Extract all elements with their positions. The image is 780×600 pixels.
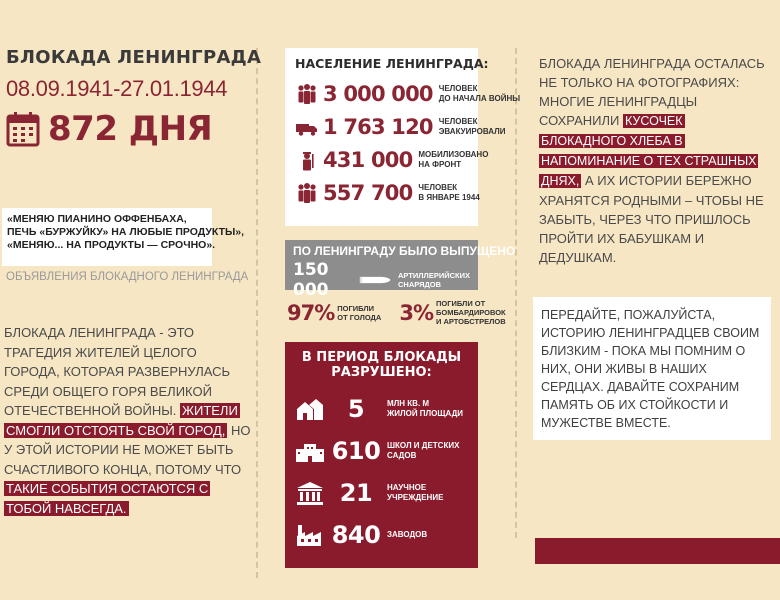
destroyed-value: 840 [331, 521, 381, 549]
destroyed-title [295, 350, 468, 380]
population-value: 3 000 000 [323, 81, 433, 106]
destroyed-desc [387, 483, 443, 503]
desc-line: ЭВАКУИРОВАЛИ [438, 126, 506, 136]
population-value: 431 000 [323, 147, 413, 172]
population-row [295, 176, 480, 209]
soldier-icon [295, 148, 319, 172]
desc-line: ЖИЛОЙ ПЛОЩАДИ [387, 409, 464, 418]
desc-line: САДОВ [387, 451, 417, 460]
population-row [295, 143, 489, 176]
shells-desc [398, 271, 470, 289]
desc-line: ПОГИБЛИ [337, 303, 374, 313]
population-title: НАСЕЛЕНИЕ ЛЕНИНГРАДА: [295, 56, 489, 71]
shells-title: ПО ЛЕНИНГРАДУ БЫЛО ВЫПУЩЕНО [293, 244, 516, 258]
shell-icon [359, 273, 392, 287]
desc-line: ЧЕЛОВЕК [418, 183, 458, 192]
memory-highlight: КУСОЧЕК БЛОКАДНОГО ХЛЕБА В НАПОМИНАНИЕ О ТЕХ СТРАШНЫХ ДНЯХ, [541, 114, 757, 188]
quote-caption: ОБЪЯВЛЕНИЯ БЛОКАДНОГО ЛЕНИНГРАДА [6, 271, 249, 283]
desc-line: ШКОЛ И ДЕТСКИХ [387, 441, 460, 450]
desc-line: И АРТОБСТРЕЛОВ [435, 317, 506, 326]
column-divider-right [515, 48, 517, 538]
destroyed-value: 610 [331, 437, 381, 465]
destroyed-value: 21 [339, 479, 373, 507]
casualty-value: 97% [287, 300, 335, 325]
desc-line: ЧЕЛОВЕК [438, 117, 478, 126]
shells-value: 150 000 [293, 260, 329, 300]
truck-icon [295, 115, 319, 139]
story-part: БЛОКАДА ЛЕНИНГРАДА - ЭТО ТРАГЕДИЯ ЖИТЕЛЕЙ ЦЕЛОГО ГОРОДА, КОТОРАЯ РАЗВЕРНУЛАСЬ СРЕДИ ОБЩЕГО ГОРЯ ВЕЛИКОЙ ОТЕЧЕСТВЕННОЙ ВОЙНЫ. [4, 325, 231, 418]
desc-line: ДО НАЧАЛА ВОЙНЫ [438, 93, 521, 103]
desc-line: МОБИЛИЗОВАНО [418, 150, 489, 159]
blockade-dates: 08.09.1941-27.01.1944 [6, 76, 228, 101]
destroyed-row [295, 472, 468, 514]
memory-part: БЛОКАДА ЛЕНИНГРАДА ОСТАЛАСЬ НЕ ТОЛЬКО НА ФОТОГРАФИЯХ: МНОГИЕ ЛЕНИНГРАДЦЫ СОХРАНИЛИ [539, 56, 765, 128]
desc-line: ЗАВОДОВ [387, 530, 428, 539]
desc-line: В ЯНВАРЕ 1944 [418, 192, 480, 202]
quote-line: «МЕНЯЮ... НА ПРОДУКТЫ — СРОЧНО». [7, 239, 216, 251]
casualty-desc [337, 304, 381, 322]
population-row [295, 77, 521, 110]
quote-line: ПЕЧЬ «БУРЖУЙКУ» НА ЛЮБЫЕ ПРОДУКТЫ», [7, 226, 245, 238]
population-desc [439, 84, 520, 103]
population-value: 1 763 120 [323, 114, 433, 139]
people-group-icon [295, 82, 319, 106]
appeal-text: ПЕРЕДАЙТЕ, ПОЖАЛУЙСТА, ИСТОРИЮ ЛЕНИНГРАДЦЕВ СВОИМ БЛИЗКИМ - ПОКА МЫ ПОМНИМ О НИХ, ОНИ ЖИВЫ В НАШИХ СЕРДЦАХ. ДАВАЙТЕ СОХРАНИМ ПАМЯТЬ ОБ ИХ СТОЙКОСТИ И МУЖЕСТВЕ ВМЕСТЕ. [541, 308, 760, 430]
quote-box [2, 208, 245, 266]
destroyed-desc [387, 441, 459, 461]
desc-line: ЧЕЛОВЕК [438, 84, 478, 93]
memory-part: А ИХ ИСТОРИИ БЕРЕЖНО ХРАНЯТСЯ РОДНЫМИ – ЧТОБЫ НЕ ЗАБЫТЬ, ЧЕРЕЗ ЧТО ПРИШЛОСЬ ПРОЙТИ ИХ БАБУШКАМ И ДЕДУШКАМ. [539, 173, 764, 265]
shells-row [293, 260, 470, 300]
houses-icon [295, 396, 325, 422]
story-highlight: ТАКИЕ СОБЫТИЯ ОСТАЮТСЯ С ТОБОЙ НАВСЕГДА. [6, 481, 209, 516]
destroyed-row [295, 388, 468, 430]
desc-line: ОТ ГОЛОДА [337, 312, 382, 322]
decorative-bar [535, 538, 780, 564]
casualty-desc [436, 299, 506, 326]
calendar-icon [6, 111, 40, 147]
institution-icon [295, 480, 325, 506]
page-title: БЛОКАДА ЛЕНИНГРАДА [6, 47, 262, 68]
destroyed-row [295, 430, 468, 472]
population-value: 557 700 [323, 180, 413, 205]
shells-card [285, 240, 516, 300]
factory-icon [295, 522, 325, 548]
days-count: 872 ДНЯ [48, 109, 213, 149]
destroyed-card [285, 342, 478, 568]
destroyed-desc [387, 399, 463, 419]
title-line: РАЗРУШЕНО: [331, 365, 432, 380]
destroyed-row [295, 514, 468, 556]
casualties-row [287, 299, 506, 326]
story-part: НО У ЭТОЙ ИСТОРИИ НЕ МОЖЕТ БЫТЬ СЧАСТЛИВОГО КОНЦА, ПОТОМУ ЧТО [4, 422, 251, 477]
casualty-value: 3% [399, 300, 433, 325]
population-row [295, 110, 506, 143]
desc-line: НА ФРОНТ [418, 159, 462, 169]
destroyed-value: 5 [347, 395, 365, 423]
desc-line: АРТИЛЛЕРИЙСКИХ [398, 271, 470, 280]
school-icon [295, 438, 325, 464]
appeal-box [533, 297, 771, 440]
desc-line: БОМБАРДИРОВОК [435, 308, 506, 317]
population-card [285, 48, 521, 226]
story-highlight: ЖИТЕЛИ СМОГЛИ ОТСТОЯТЬ СВОЙ ГОРОД, [6, 403, 238, 438]
desc-line: СНАРЯДОВ [398, 280, 442, 289]
story-text [4, 323, 254, 518]
destroyed-desc [387, 530, 427, 540]
desc-line: МЛН КВ. М [387, 399, 430, 408]
population-desc [418, 183, 479, 202]
desc-line: УЧРЕЖДЕНИЕ [387, 493, 444, 502]
days-count-row [6, 106, 212, 152]
memory-text [539, 54, 769, 267]
population-desc [439, 117, 506, 136]
column-divider-left [256, 48, 258, 578]
quote-line: «МЕНЯЮ ПИАНИНО ОФФЕНБАХА, [7, 213, 187, 225]
desc-line: НАУЧНОЕ [387, 483, 427, 492]
desc-line: ПОГИБЛИ ОТ [435, 299, 486, 308]
people-group-icon [295, 181, 319, 205]
title-line: В ПЕРИОД БЛОКАДЫ [301, 350, 462, 365]
population-desc [418, 150, 488, 169]
